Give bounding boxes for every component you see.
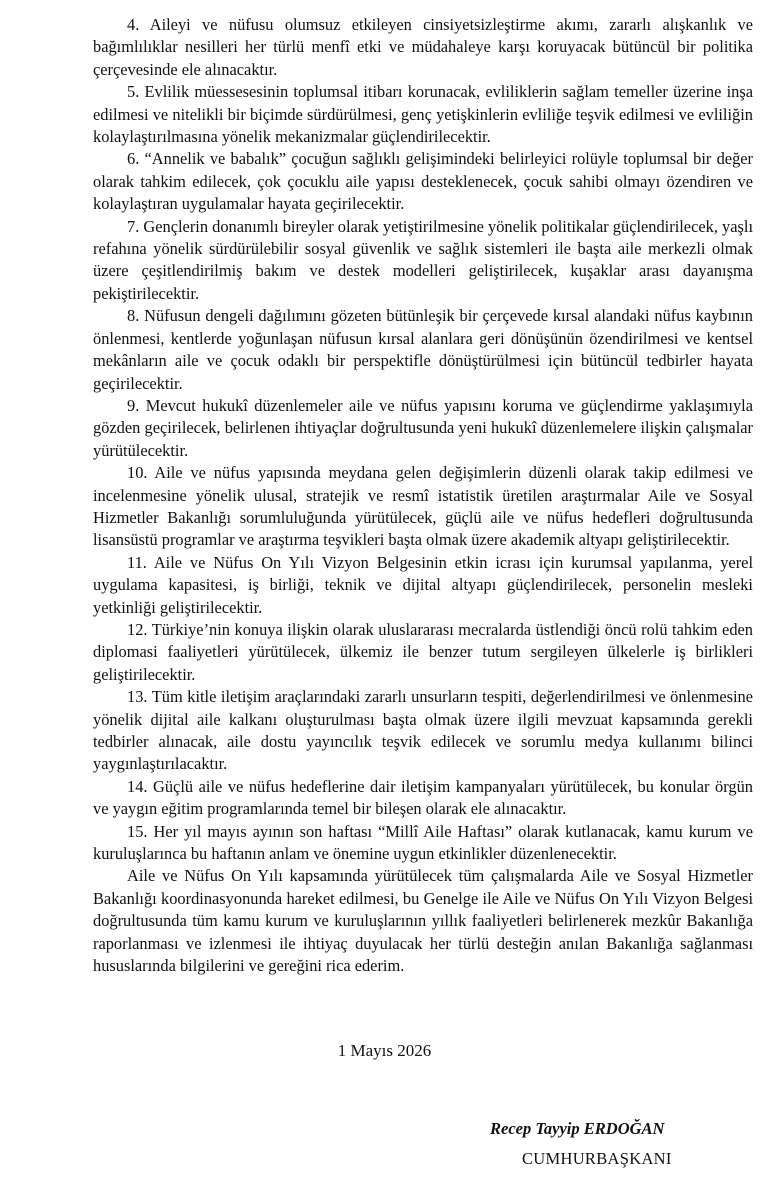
paragraph-13: 13. Tüm kitle iletişim araçlarındaki zararlı unsurların tespiti, değerlendirilmesi ve önlenmesine yönelik dijital aile kalkanı oluşturulması başta olmak üzere ilgili mevzuat kapsamında gerekli tedbirler alınacak, aile dostu yayıncılık teşvik edilecek ve sorumlu medya kullanımı bilinci yaygınlaştırılacaktır. [93, 687, 753, 774]
closing-paragraph: Aile ve Nüfus On Yılı kapsamında yürütülecek tüm çalışmalarda Aile ve Sosyal Hizmetler Bakanlığı koordinasyonunda hareket edilmesi, bu Genelge ile Aile ve Nüfus On Yılı Vizyon Belgesi doğrultusunda tüm kamu kurum ve kuruluşlarının yıllık faaliyetleri belirlenerek mezkûr Bakanlığa raporlanması ve izlenmesi ile ihtiyaç duyulacak her türlü desteğin anılan Bakanlığa sağlanması hususlarında bilgilerini ve gereğini rica ederim. [93, 866, 753, 976]
paragraph-8: 8. Nüfusun dengeli dağılımını gözeten bütünleşik bir çerçevede kırsal alandaki nüfus kaybının önlenmesi, kentlerde yoğunlaşan nüfusun kırsal alanlara geri dönüşünün özendirilmesi ve kentsel mekânların aile ve çocuk odaklı bir perspektifle dönüştürülmesi için bütüncül tedbirler hayata geçirilecektir. [93, 306, 753, 393]
paragraph-7: 7. Gençlerin donanımlı bireyler olarak yetiştirilmesine yönelik politikalar güçlendirilecek, yaşlı refahına yönelik sürdürülebilir sosyal güvenlik ve sağlık sistemleri ile başta aile merkezli olmak üzere çeşitlendirilmiş bakım ve destek modelleri geliştirilecek, kuşaklar arası dayanışma pekiştirilecektir. [93, 216, 753, 303]
document-body [93, 14, 753, 977]
signatory-name: Recep Tayyip ERDOĞAN [490, 1119, 665, 1138]
signatory-title: CUMHURBAŞKANI [522, 1149, 672, 1168]
paragraph-9: 9. Mevcut hukukî düzenlemeler aile ve nüfus yapısını koruma ve güçlendirme yaklaşımıyla gözden geçirilecek, belirlenen ihtiyaçlar doğrultusunda yeni hukukî düzenlemelere ilişkin çalışmalar yürütülecektir. [93, 395, 753, 460]
document-date: 1 Mayıs 2026 [337, 1041, 432, 1060]
paragraph-10: 10. Aile ve nüfus yapısında meydana gelen değişimlerin düzenli olarak takip edilmesi ve incelenmesine yönelik ulusal, stratejik ve resmî istatistik üretilen araştırmalar Aile ve Sosyal Hizmetler Bakanlığı sorumluluğunda yürütülecek, güçlü aile ve nüfus hedefleri doğrultusunda lisansüstü programlar ve araştırma teşvikleri başta olmak üzere akademik altyapı geliştirilecektir. [93, 463, 753, 550]
paragraph-15: 15. Her yıl mayıs ayının son haftası “Millî Aile Haftası” olarak kutlanacak, kamu kurum ve kuruluşlarınca bu haftanın anlam ve önemine uygun etkinlikler düzenlenecektir. [93, 821, 753, 864]
paragraph-11: 11. Aile ve Nüfus On Yılı Vizyon Belgesinin etkin icrası için kurumsal yapılanma, yerel uygulama kapasitesi, iş birliği, teknik ve dijital altyapı güçlendirilecek, personelin mesleki yetkinliği geliştirilecektir. [93, 552, 753, 617]
paragraph-6: 6. “Annelik ve babalık” çocuğun sağlıklı gelişimindeki belirleyici rolüyle toplumsal bir değer olarak tahkim edilecek, çok çocuklu aile yapısı desteklenecek, çocuk sahibi olmayı özendiren ve kolaylaştıran uygulamalar hayata geçirilecektir. [93, 149, 753, 214]
paragraph-5: 5. Evlilik müessesesinin toplumsal itibarı korunacak, evliliklerin sağlam temeller üzerine inşa edilmesi ve nitelikli bir biçimde sürdürülmesi, genç yetişkinlerin evliliğe teşvik edilmesi ve evliliğin kolaylaştırılmasına yönelik mekanizmalar güçlendirilecektir. [93, 82, 753, 147]
paragraph-4: 4. Aileyi ve nüfusu olumsuz etkileyen cinsiyetsizleştirme akımı, zararlı alışkanlık ve bağımlılıklar nesilleri her türlü menfî etki ve müdahaleye karşı koruyacak bütüncül bir politika çerçevesinde ele alınacaktır. [93, 15, 753, 79]
paragraph-12: 12. Türkiye’nin konuya ilişkin olarak uluslararası mecralarda üstlendiği öncü rolü tahkim eden diplomasi faaliyetleri yürütülecek, ülkemiz ile benzer tutum sergileyen ülkelerle iş birlikleri geliştirilecektir. [93, 619, 753, 684]
paragraph-14: 14. Güçlü aile ve nüfus hedeflerine dair iletişim kampanyaları yürütülecek, bu konular örgün ve yaygın eğitim programlarında temel bir bileşen olarak ele alınacaktır. [93, 776, 753, 819]
